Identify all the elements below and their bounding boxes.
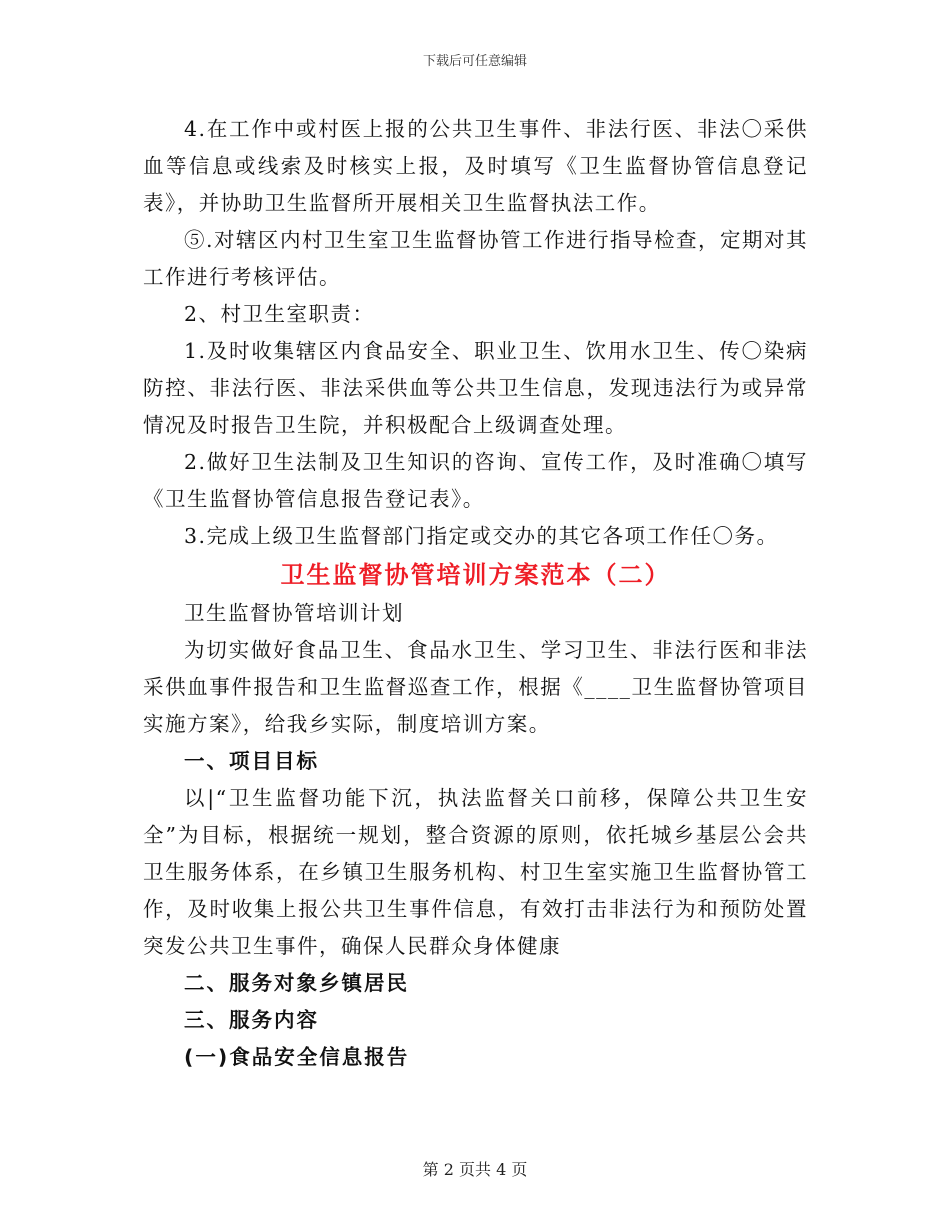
- document-body: [143, 111, 808, 1076]
- paragraph-project-goal: 以|“卫生监督功能下沉，执法监督关口前移，保障公共卫生安全”为目标，根据统一规划，整合资源的原则，依托城乡基层公会共卫生服务体系，在乡镇卫生服务机构、村卫生室实施卫生监督协管工作，及时收集上报公共卫生事件信息，有效打击非法行为和预防处置突发公共卫生事件，确保人民群众身体健康: [143, 786, 808, 958]
- paragraph-item-4: 4.在工作中或村医上报的公共卫生事件、非法行医、非法〇采供血等信息或线索及时核实上报，及时填写《卫生监督协管信息登记表》，并协助卫生监督所开展相关卫生监督执法工作。: [143, 117, 808, 215]
- paragraph-item-5: ⑤.对辖区内村卫生室卫生监督协管工作进行指导检查，定期对其工作进行考核评估。: [143, 228, 809, 289]
- section-title: 卫生监督协管培训方案范本（二）: [280, 561, 671, 589]
- heading-project-goal: 一、项目目标: [184, 749, 319, 773]
- paragraph-village-item-3: 3.完成上级卫生监督部门指定或交办的其它各项工作任〇务。: [184, 524, 779, 548]
- paragraph-plan-name: 卫生监督协管培训计划: [184, 601, 404, 625]
- paragraph-intro: 为切实做好食品卫生、食品水卫生、学习卫生、非法行医和非法采供血事件报告和卫生监督巡查工作，根据《____卫生监督协管项目实施方案》，给我乡实际，制度培训方案。: [143, 638, 808, 736]
- page-footer: 第 2 页共 4 页: [422, 1160, 528, 1179]
- paragraph-village-item-1: 1.及时收集辖区内食品安全、职业卫生、饮用水卫生、传〇染病防控、非法行医、非法采供血等公共卫生信息，发现违法行为或异常情况及时报告卫生院，并积极配合上级调查处理。: [143, 339, 808, 437]
- paragraph-village-duties-heading: 2、村卫生室职责：: [184, 302, 375, 326]
- page-header: 下载后可任意编辑: [422, 54, 527, 69]
- paragraph-village-item-2: 2.做好卫生法制及卫生知识的咨询、宣传工作，及时准确〇填写《卫生监督协管信息报告登记表》。: [143, 450, 808, 511]
- heading-service-content: 三、服务内容: [184, 1008, 319, 1032]
- heading-food-safety-report: (一)食品安全信息报告: [184, 1045, 410, 1069]
- heading-service-target: 二、服务对象乡镇居民: [184, 971, 409, 995]
